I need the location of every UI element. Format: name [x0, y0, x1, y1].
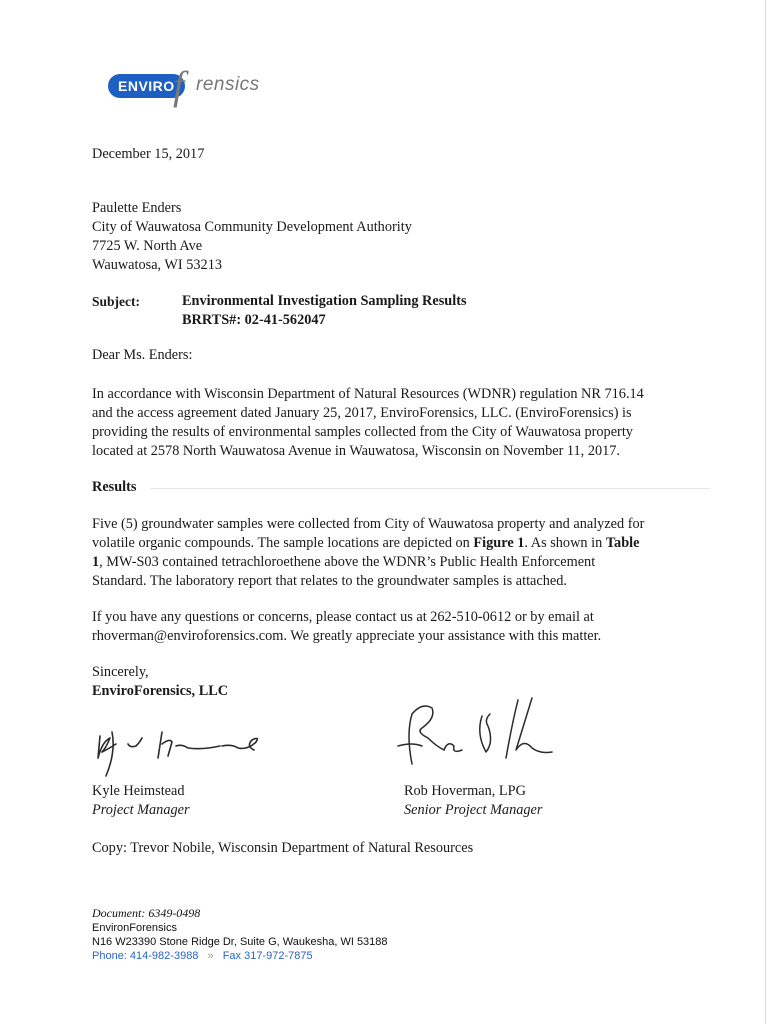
results-heading: Results [92, 479, 137, 495]
signer-name: Kyle Heimstead [92, 783, 185, 799]
intro-line: located at 2578 North Wauwatosa Avenue in Wauwatosa, Wisconsin on November 11, 2017. [92, 443, 620, 459]
footer-address: N16 W23390 Stone Ridge Dr, Suite G, Waukesha, WI 53188 [92, 936, 388, 948]
table-number: 1 [92, 554, 100, 570]
subject-line-1: Environmental Investigation Sampling Results [182, 293, 467, 309]
footer-company: EnvironForensics [92, 922, 177, 934]
results-line [92, 553, 595, 572]
intro-line: In accordance with Wisconsin Department of Natural Resources (WDNR) regulation NR 716.14 [92, 386, 644, 402]
results-line: Standard. The laboratory report that relates to the groundwater samples is attached. [92, 573, 567, 589]
figure-reference: Figure 1 [473, 535, 525, 551]
results-line: Five (5) groundwater samples were collected from City of Wauwatosa property and analyzed for [92, 516, 645, 532]
closing-company: EnviroForensics, LLC [92, 683, 229, 699]
results-heading-rule [150, 488, 710, 489]
results-text: volatile organic compounds. The sample locations are depicted on [92, 535, 474, 551]
subject-line-2: BRRTS#: 02-41-562047 [182, 312, 326, 328]
recipient-name: Paulette Enders [92, 200, 182, 216]
table-reference: Table [605, 535, 640, 551]
signature-kyle-heimstead [92, 722, 272, 782]
letter-date: December 15, 2017 [92, 146, 205, 162]
enviroforensics-logo [108, 63, 278, 108]
footer-document-number: Document: 6349-0498 [92, 906, 201, 920]
footer-contact [92, 949, 313, 964]
results-text: . As shown in [524, 535, 606, 551]
footer-fax: Fax 317-972-7875 [222, 950, 313, 962]
signer-title: Project Manager [92, 802, 190, 818]
closing-sincerely: Sincerely, [92, 664, 149, 680]
signer-title: Senior Project Manager [404, 802, 543, 818]
footer-separator: » [207, 950, 214, 962]
logo-f-glyph: f [173, 63, 185, 108]
intro-line: providing the results of environmental samples collected from the City of Wauwatosa property [92, 424, 633, 440]
signature-rob-hoverman [392, 694, 562, 774]
logo-rensics-text: rensics [196, 74, 260, 95]
contact-line: If you have any questions or concerns, please contact us at 262-510-0612 or by email at [92, 609, 594, 625]
subject-label: Subject: [92, 294, 140, 309]
recipient-org: City of Wauwatosa Community Development Authority [92, 219, 412, 235]
contact-line: rhoverman@enviroforensics.com. We greatly appreciate your assistance with this matter. [92, 628, 602, 644]
results-line [92, 534, 639, 553]
salutation: Dear Ms. Enders: [92, 347, 193, 363]
recipient-street: 7725 W. North Ave [92, 238, 203, 254]
recipient-city: Wauwatosa, WI 53213 [92, 257, 223, 273]
footer-phone: Phone: 414-982-3988 [92, 950, 199, 962]
copy-line: Copy: Trevor Nobile, Wisconsin Department of Natural Resources [92, 840, 474, 856]
results-text: , MW-S03 contained tetrachloroethene above the WDNR’s Public Health Enforcement [99, 554, 596, 570]
signer-name: Rob Hoverman, LPG [404, 783, 526, 799]
intro-line: and the access agreement dated January 25, 2017, EnviroForensics, LLC. (EnviroForensics) is [92, 405, 632, 421]
scan-edge-line [765, 0, 766, 1024]
logo-enviro-pill: ENVIRO [108, 74, 185, 98]
